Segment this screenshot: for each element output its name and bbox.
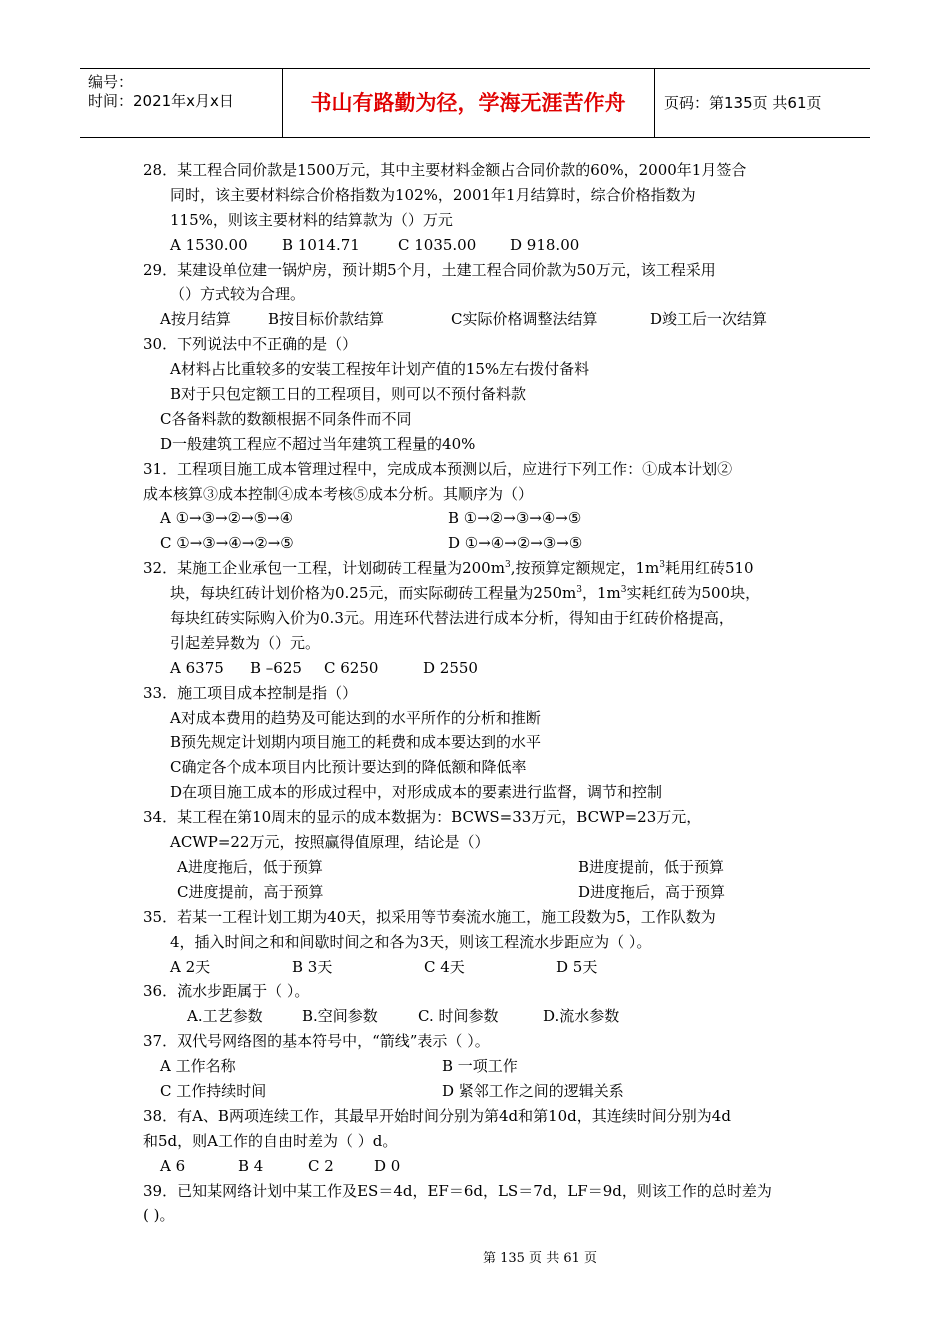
q32-option-c: C 6250 bbox=[324, 658, 379, 677]
q34-option-c: C进度提前，高于预算 bbox=[177, 882, 324, 901]
q28-option-c: C 1035.00 bbox=[398, 235, 477, 254]
q38-option-a: A 6 bbox=[160, 1156, 186, 1175]
q32-line4: 引起差异数为（）元。 bbox=[170, 633, 321, 652]
q32-line2-part1: 块，每块红砖计划价格为0.25元，而实际砌砖工程量为250m bbox=[170, 584, 577, 603]
q29-line1: 29．某建设单位建一锅炉房，预计期5个月，土建工程合同价款为50万元，该工程采用 bbox=[143, 260, 716, 279]
header-meta bbox=[80, 69, 283, 137]
q28-option-b: B 1014.71 bbox=[282, 235, 360, 254]
superscript: 3 bbox=[504, 560, 511, 571]
page-footer: 第 135 页 共 61 页 bbox=[482, 1251, 598, 1266]
q36-options bbox=[143, 1004, 823, 1029]
q28-options bbox=[143, 233, 823, 258]
q37-line1: 37．双代号网络图的基本符号中，“箭线”表示（ ）。 bbox=[143, 1032, 490, 1051]
q36-line1: 36．流水步距属于（ ）。 bbox=[143, 982, 310, 1001]
q38-line1: 38．有A、B两项连续工作，其最早开始时间分别为第4d和第10d，其连续时间分别为4d bbox=[143, 1106, 731, 1125]
q35-line2: 4，插入时间之和和间歇时间之和各为3天，则该工程流水步距应为（ ）。 bbox=[170, 932, 652, 951]
q37-option-a: A 工作名称 bbox=[160, 1057, 236, 1076]
q32-line1-part2: ,按预算定额规定，1m bbox=[510, 559, 660, 578]
q34-option-b: B进度提前，低于预算 bbox=[578, 857, 725, 876]
q31-option-c: C ①→③→④→②→⑤ bbox=[160, 534, 294, 553]
q31-option-a: A ①→③→②→⑤→④ bbox=[160, 509, 294, 528]
q31-option-d: D ①→④→②→③→⑤ bbox=[448, 534, 583, 553]
q35-option-d: D 5天 bbox=[556, 957, 598, 976]
q28-line1: 28．某工程合同价款是1500万元，其中主要材料金额占合同价款的60%，2000年1月签合 bbox=[143, 161, 747, 179]
q31-option-b: B ①→②→③→④→⑤ bbox=[448, 509, 582, 528]
q30-line1: 30．下列说法中不正确的是（） bbox=[143, 335, 358, 354]
q38-line2: 和5d，则A工作的自由时差为（ ）d。 bbox=[143, 1131, 398, 1150]
q35-option-c: C 4天 bbox=[424, 957, 465, 976]
q32-line3: 每块红砖实际购入价为0.3元。用连环代替法进行成本分析，得知由于红砖价格提高， bbox=[170, 609, 734, 628]
q34-option-a: A进度拖后，低于预算 bbox=[177, 857, 323, 876]
header-motto-cell bbox=[282, 69, 655, 137]
q34-options-row2 bbox=[143, 880, 823, 905]
q36-option-d: D.流水参数 bbox=[543, 1007, 620, 1026]
q37-options-row2 bbox=[143, 1079, 823, 1104]
q34-line2: ACWP=22万元，按照赢得值原理，结论是（） bbox=[170, 833, 490, 852]
q32-option-a: A 6375 bbox=[170, 658, 224, 677]
q34-line1: 34．某工程在第10周末的显示的成本数据为：BCWS=33万元，BCWP=23万元， bbox=[143, 808, 702, 827]
q32-line1-part3: 耗用红砖510 bbox=[664, 559, 754, 578]
q29-line2: （）方式较为合理。 bbox=[170, 285, 306, 304]
motto: 书山有路勤为径，学海无涯苦作舟 bbox=[310, 91, 626, 115]
q30-option-d: D一般建筑工程应不超过当年建筑工程量的40% bbox=[160, 434, 476, 453]
superscript: 3 bbox=[576, 585, 582, 596]
q36-option-c: C. 时间参数 bbox=[418, 1007, 499, 1026]
q33-option-b: B预先规定计划期内项目施工的耗费和成本要达到的水平 bbox=[170, 733, 542, 752]
q32-option-d: D 2550 bbox=[423, 658, 478, 677]
q37-options-row1 bbox=[143, 1054, 823, 1079]
q37-option-c: C 工作持续时间 bbox=[160, 1081, 267, 1100]
q28-option-a: A 1530.00 bbox=[170, 235, 248, 254]
q38-option-d: D 0 bbox=[374, 1156, 401, 1175]
q33-line1: 33．施工项目成本控制是指（） bbox=[143, 683, 358, 702]
q33-option-a: A对成本费用的趋势及可能达到的水平所作的分析和推断 bbox=[170, 708, 541, 727]
superscript: 3 bbox=[620, 585, 627, 596]
q35-option-a: A 2天 bbox=[170, 957, 211, 976]
q38-option-c: C 2 bbox=[308, 1156, 334, 1175]
q33-option-c: C确定各个成本项目内比预计要达到的降低额和降低率 bbox=[170, 758, 527, 777]
q31-line2: 成本核算③成本控制④成本考核⑤成本分析。其顺序为（） bbox=[143, 484, 534, 503]
q35-option-b: B 3天 bbox=[292, 957, 333, 976]
q30-option-c: C各备料款的数额根据不同条件而不同 bbox=[160, 409, 412, 428]
q32-line1 bbox=[143, 556, 823, 581]
q30-option-b: B对于只包定额工日的工程项目，则可以不预付备料款 bbox=[170, 385, 527, 404]
q32-line2 bbox=[143, 581, 823, 606]
q29-options bbox=[143, 307, 823, 332]
q37-option-d: D 紧邻工作之间的逻辑关系 bbox=[442, 1081, 624, 1100]
q34-options-row1 bbox=[143, 855, 823, 880]
q39-line1: 39．已知某网络计划中某工作及ES＝4d，EF＝6d，LS＝7d，LF＝9d，则该工作的总时差为 bbox=[143, 1181, 772, 1200]
q32-line2-part3: 实耗红砖为500块， bbox=[626, 584, 761, 603]
q32-line2-part2: ，1m bbox=[582, 584, 621, 603]
q31-options-row2 bbox=[143, 531, 823, 556]
header-page-cell bbox=[654, 69, 870, 137]
time-label: 时间：2021年x月x日 bbox=[88, 92, 234, 110]
page-header bbox=[80, 68, 870, 138]
q29-option-a: A按月结算 bbox=[160, 310, 231, 329]
q34-option-d: D进度拖后，高于预算 bbox=[578, 882, 726, 901]
q32-line1-part1: 32．某施工企业承包一工程，计划砌砖工程量为200m bbox=[143, 559, 505, 578]
question-list bbox=[143, 158, 823, 1228]
q28-option-d: D 918.00 bbox=[510, 235, 580, 254]
q32-options bbox=[143, 656, 823, 681]
q28-line3: 115%，则该主要材料的结算款为（）万元 bbox=[170, 210, 453, 229]
code-label: 编号： bbox=[88, 73, 134, 91]
q33-option-d: D在项目施工成本的形成过程中，对形成成本的要素进行监督，调节和控制 bbox=[170, 783, 663, 802]
q38-options bbox=[143, 1154, 823, 1179]
q35-options bbox=[143, 955, 823, 980]
q32-option-b: B –625 bbox=[250, 658, 302, 677]
q31-line1: 31．工程项目施工成本管理过程中，完成成本预测以后，应进行下列工作：①成本计划② bbox=[143, 459, 733, 478]
q36-option-b: B.空间参数 bbox=[302, 1007, 378, 1026]
q37-option-b: B 一项工作 bbox=[442, 1057, 518, 1076]
q31-options-row1 bbox=[143, 506, 823, 531]
q29-option-d: D竣工后一次结算 bbox=[650, 310, 768, 329]
q38-option-b: B 4 bbox=[238, 1156, 264, 1175]
q30-option-a: A材料占比重较多的安装工程按年计划产值的15%左右拨付备料 bbox=[170, 360, 590, 379]
q29-option-c: C实际价格调整法结算 bbox=[451, 310, 598, 329]
q39-line2: ( )。 bbox=[143, 1206, 175, 1225]
page-info: 页码：第135页 共61页 bbox=[664, 94, 822, 112]
q36-option-a: A.工艺参数 bbox=[187, 1007, 263, 1026]
q29-option-b: B按目标价款结算 bbox=[268, 310, 385, 329]
superscript: 3 bbox=[659, 560, 665, 571]
q35-line1: 35．若某一工程计划工期为40天，拟采用等节奏流水施工，施工段数为5，工作队数为 bbox=[143, 907, 716, 926]
q28-line2: 同时，该主要材料综合价格指数为102%，2001年1月结算时，综合价格指数为 bbox=[170, 185, 696, 204]
